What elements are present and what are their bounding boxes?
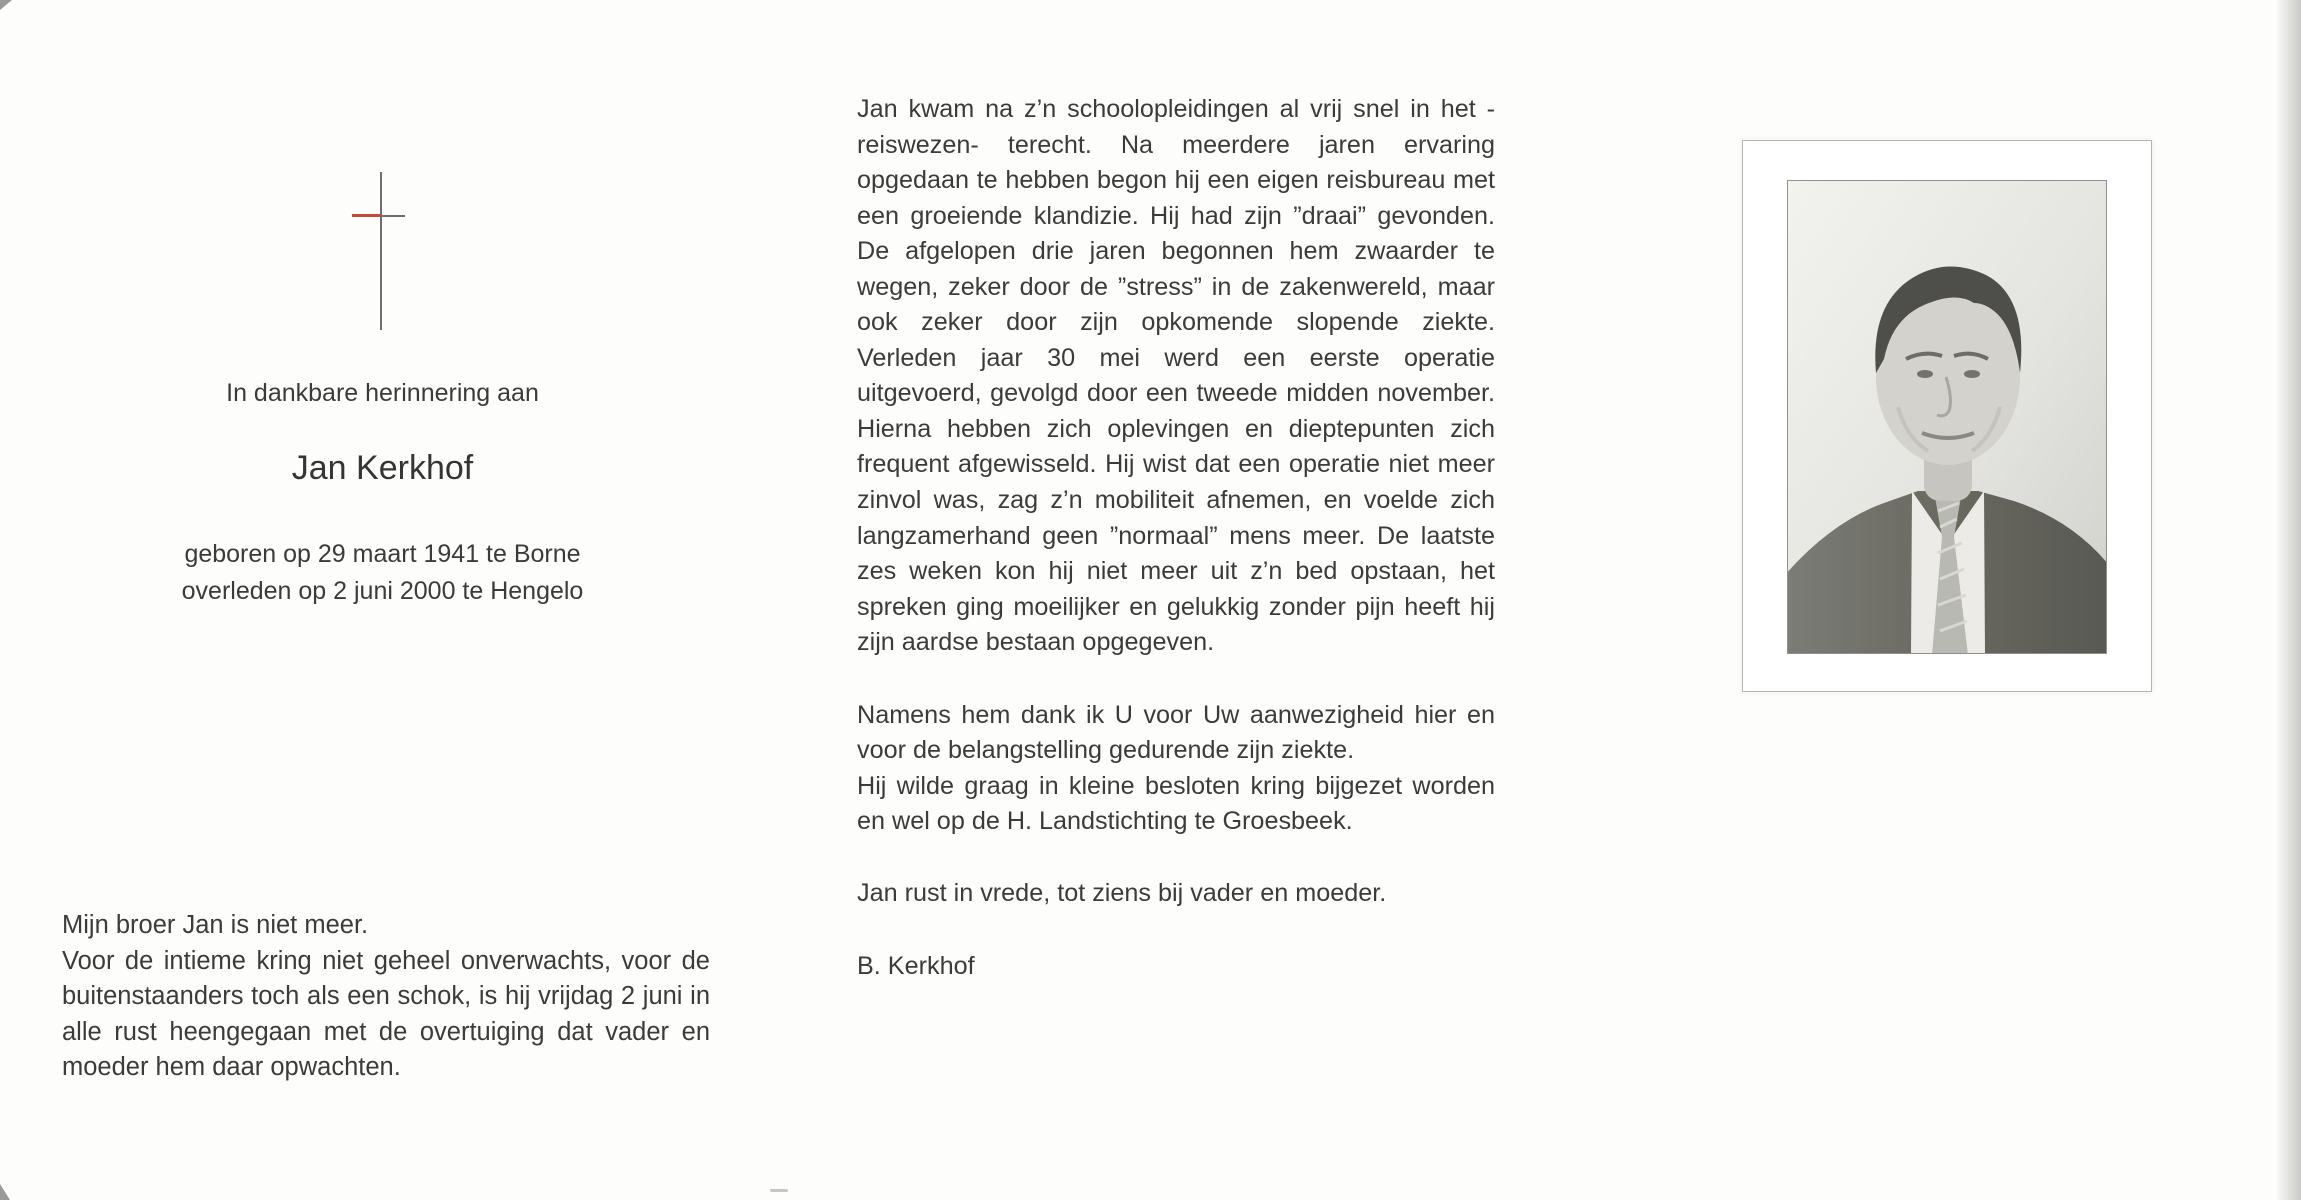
scan-corner-speck-top-left [0,0,12,10]
family-message-text: Voor de intieme kring niet geheel onverwachts, voor de buitenstaanders toch als een schok, is hij vrijdag 2 juni in alle rust heengegaan met de overtuiging dat vader en moeder hem daar opwachten. [62,946,710,1082]
birth-line: geboren op 29 maart 1941 te Borne [184,540,581,568]
farewell-line: Jan rust in vrede, tot ziens bij vader en moeder. [857,878,1387,907]
cross-horizontal-bar-gray [381,215,405,217]
cross-icon [350,172,414,330]
photo-frame [1742,140,2152,692]
thanks-paragraph: Namens hem dank ik U voor Uw aanwezigheid hier en voor de belangstelling gedurende zijn ziekte. [857,700,1495,765]
scan-edge-shadow [2275,0,2301,1200]
life-story-paragraph: Jan kwam na z’n schoolopleidingen al vrij snel in het -reiswezen- terecht. Na meerdere jaren ervaring opgedaan te hebben begon hij een eigen reisbureau met een groeiende klandizie. Hij had zijn ”draai” gevonden. De afgelopen drie jaren begonnen hem zwaarder te wegen, zeker door de ”stress” in de zakenwereld, maar ook zeker door zijn opkomende slopende ziekte. Verleden jaar 30 mei werd een eerste operatie uitgevoerd, gevolgd door een tweede midden november. Hierna hebben zich oplevingen en dieptepunten zich frequent afgewisseld. Hij wist dat een operatie niet meer zinvol was, zag z’n mobiliteit afnemen, en voelde zich langzamerhand geen ”normaal” mens meer. De laatste zes weken kon hij niet meer uit z’n bed opstaan, het spreken ging moeilijker en gelukkig zonder pijn heeft hij zijn aardse bestaan opgegeven. [857,95,1495,657]
scan-corner-speck-bottom-left [0,1184,10,1200]
family-message [62,908,710,1086]
cross-horizontal-bar-red [352,214,381,217]
cross-vertical-bar [380,172,382,330]
death-line: overleden op 2 juni 2000 te Hengelo [181,577,584,605]
burial-paragraph: Hij wilde graag in kleine besloten kring bijgezet worden en wel op de H. Landstichting te Groesbeek. [857,771,1495,836]
scan-speck-bottom-center [770,1189,788,1192]
deceased-name: Jan Kerkhof [291,449,474,487]
memorial-text-panel [857,92,1495,985]
dedication-line: In dankbare herinnering aan [226,379,539,407]
signature: B. Kerkhof [857,952,975,981]
dedication-block [55,378,710,610]
portrait-photo [1787,180,2107,654]
family-message-first-line: Mijn broer Jan is niet meer. [62,911,369,939]
portrait-photo-graphic [1788,181,2107,654]
